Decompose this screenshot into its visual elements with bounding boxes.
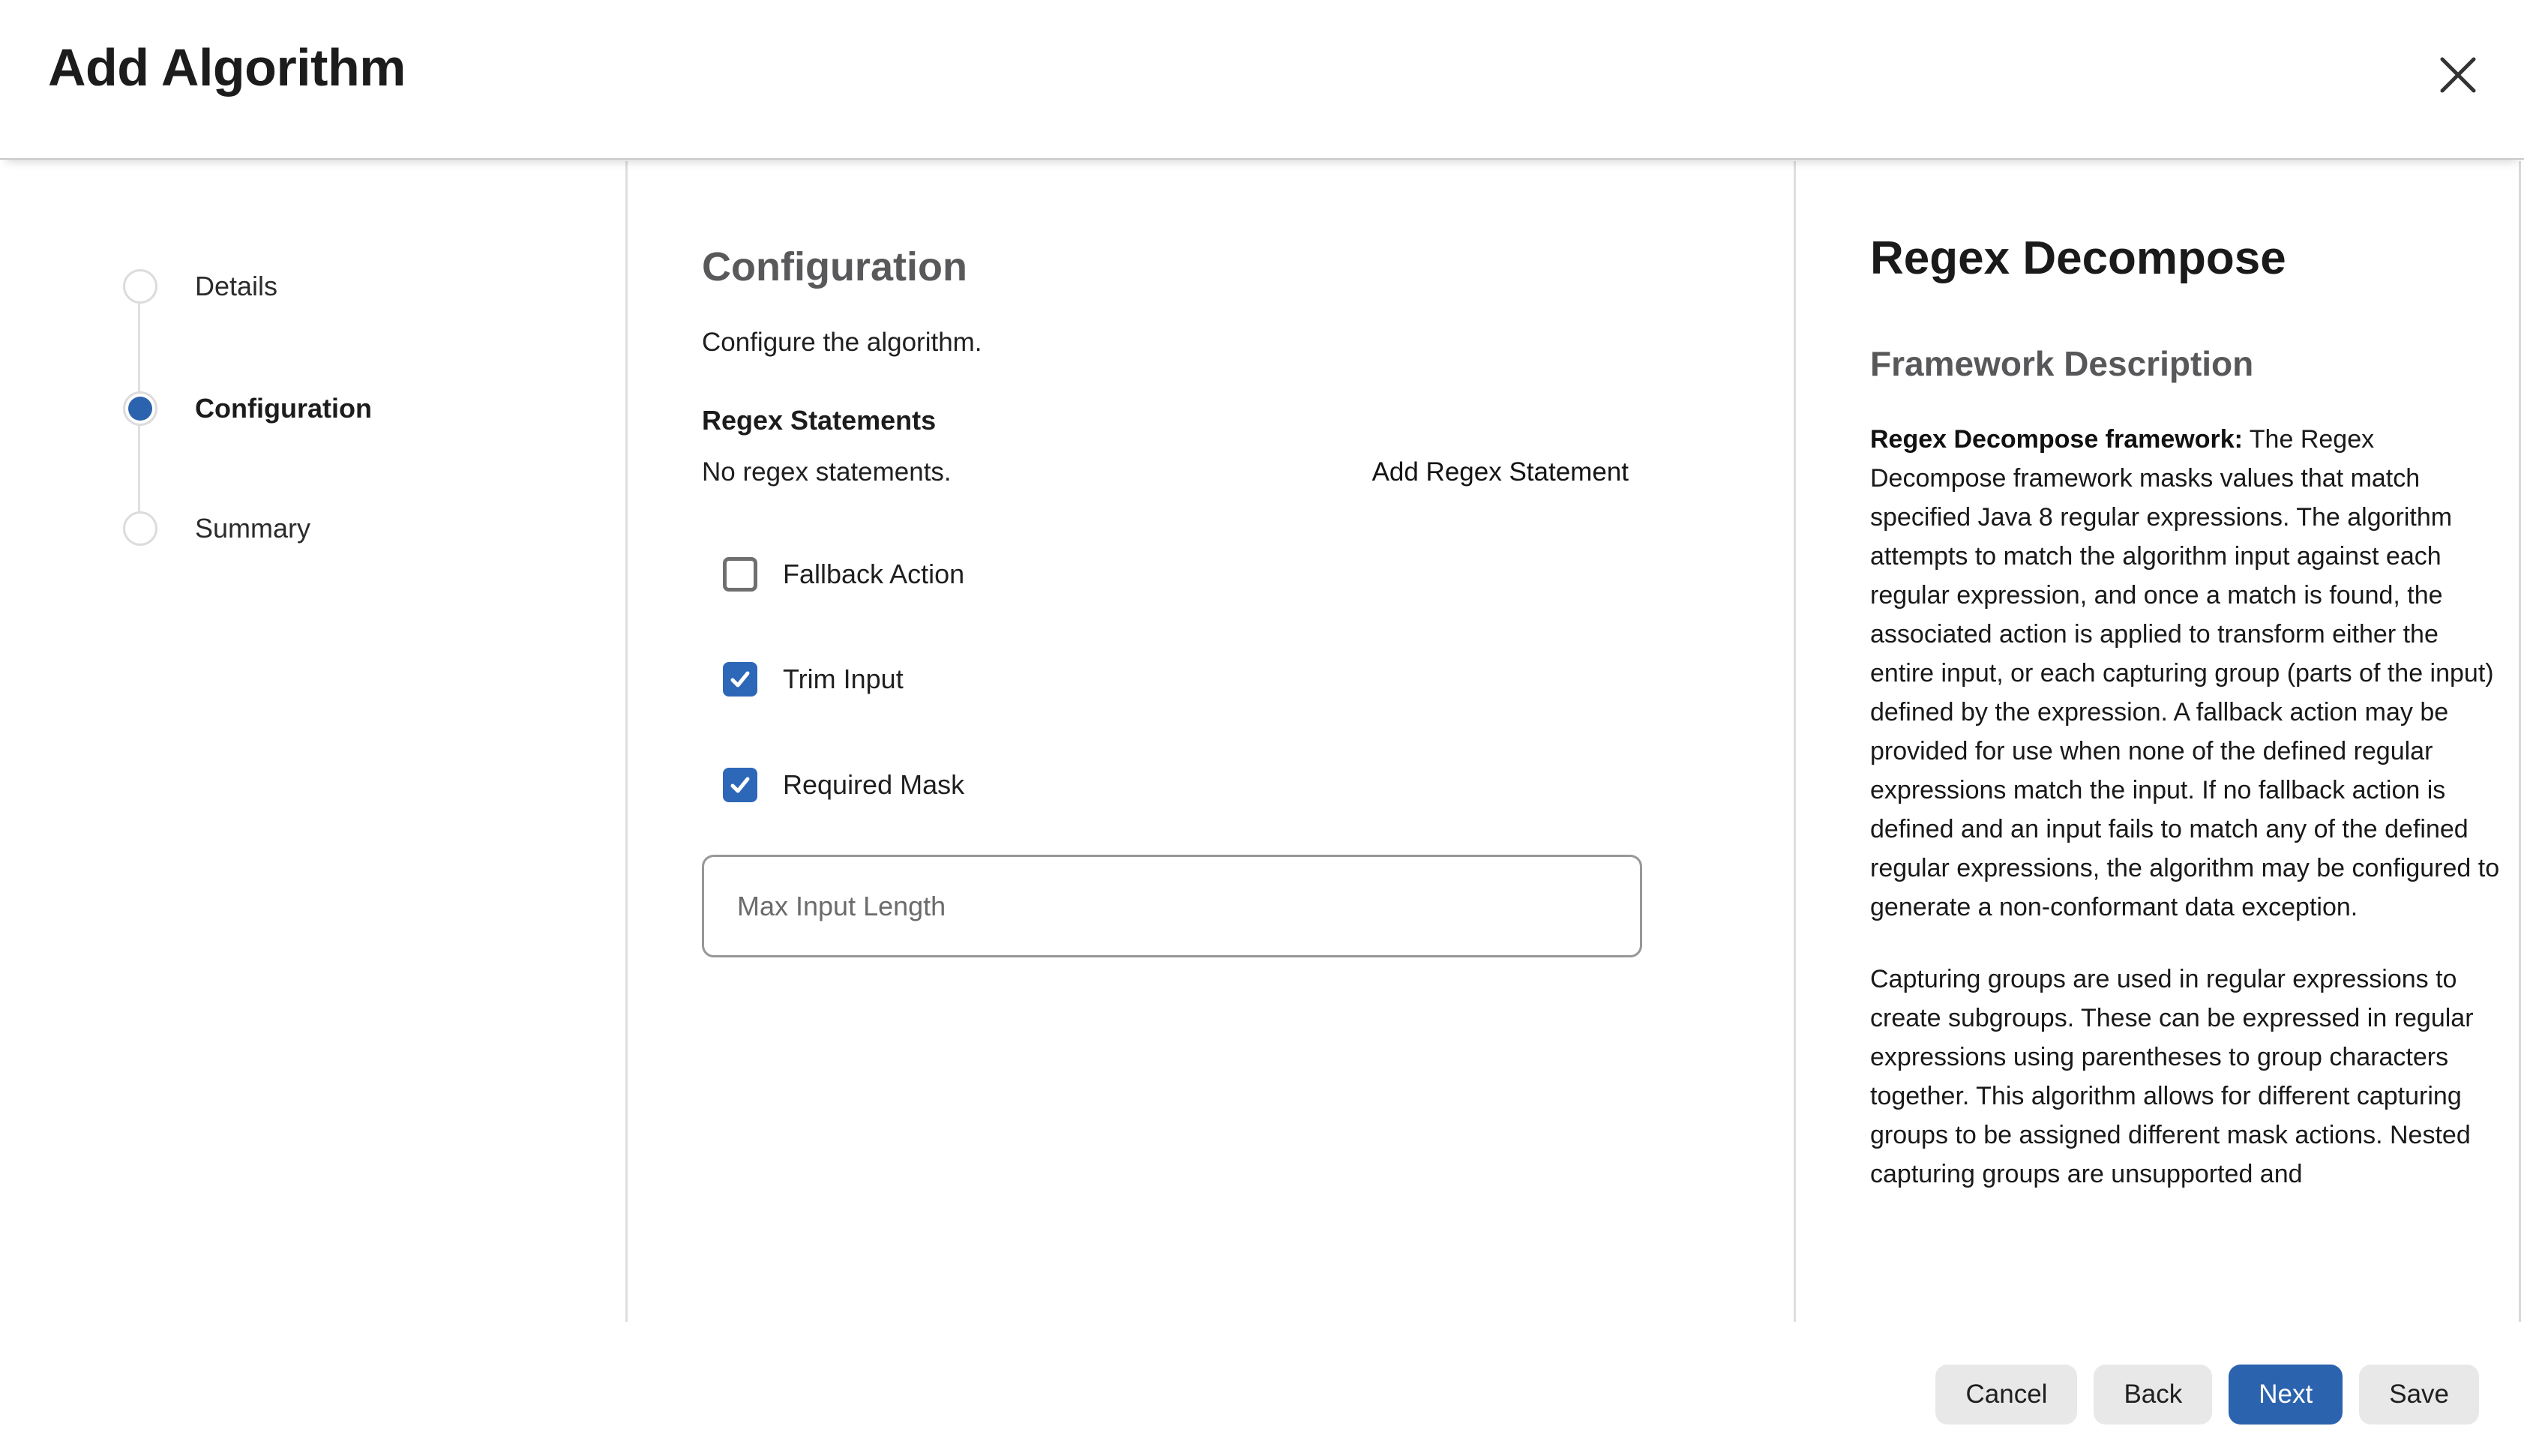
description-paragraph [1870, 960, 2500, 1194]
next-button[interactable]: Next [2229, 1365, 2343, 1425]
trim-input-row [723, 662, 904, 697]
framework-description-heading: Framework Description [1870, 344, 2254, 383]
required-mask-label: Required Mask [783, 769, 965, 800]
modal-footer [0, 1365, 2479, 1425]
cancel-button[interactable]: Cancel [1935, 1365, 2077, 1425]
required-mask-checkbox[interactable] [723, 768, 757, 802]
step-summary[interactable] [123, 508, 310, 550]
fallback-action-label: Fallback Action [783, 559, 965, 589]
right-column-divider [1794, 161, 1796, 1322]
back-button[interactable]: Back [2094, 1365, 2212, 1425]
page-title: Add Algorithm [48, 38, 406, 97]
step-label-details: Details [195, 271, 278, 301]
step-details[interactable] [123, 265, 277, 307]
max-input-length-input[interactable] [702, 855, 1642, 957]
check-icon [728, 667, 752, 691]
fallback-action-row [723, 557, 964, 592]
info-panel-title: Regex Decompose [1870, 232, 2286, 284]
step-dot-details [123, 269, 157, 304]
regex-statements-row [702, 457, 1642, 487]
configuration-heading: Configuration [702, 244, 967, 289]
trim-input-checkbox[interactable] [723, 662, 757, 697]
step-label-configuration: Configuration [195, 393, 372, 424]
check-icon [728, 773, 752, 797]
left-column-divider [625, 161, 628, 1322]
paragraph-text: The Regex Decompose framework masks values that match specified Java 8 regular expressions. The algorithm attempts to match the algorithm input against each regular expression, and once a match is found, the associated action is applied to transform either the entire input, or each capturing group (parts of the input) defined by the expression. A fallback action may be provided for use when none of the defined regular expressions match the input. If no fallback action is defined and an input fails to match any of the defined regular expressions, the algorithm may be configured to generate a non-conformant data exception. [1870, 425, 2500, 921]
step-dot-configuration [123, 391, 157, 426]
paragraph-lead: Regex Decompose framework: [1870, 425, 2243, 454]
add-regex-statement-button[interactable]: Add Regex Statement [1372, 457, 1642, 487]
regex-empty-text: No regex statements. [702, 457, 952, 487]
paragraph-text: Capturing groups are used in regular expressions to create subgroups. These can be expressed in regular expressions using parentheses to group characters together. This algorithm allows for different capturing groups to be assigned different mask actions. Nested capturing groups are unsupported and [1870, 965, 2474, 1188]
description-paragraph [1870, 420, 2500, 927]
regex-statements-label: Regex Statements [702, 405, 937, 436]
modal-header [0, 0, 2524, 160]
framework-description-body [1870, 420, 2500, 1194]
required-mask-row [723, 768, 964, 802]
step-dot-summary [123, 511, 157, 546]
close-icon [2439, 55, 2478, 94]
fallback-action-checkbox[interactable] [723, 557, 757, 592]
configuration-subtitle: Configure the algorithm. [702, 328, 982, 357]
step-configuration[interactable] [123, 388, 372, 430]
save-button[interactable]: Save [2359, 1365, 2479, 1425]
wizard-stepper [0, 161, 625, 1322]
close-button[interactable] [2428, 45, 2488, 105]
algorithm-info-panel [1870, 161, 2500, 1331]
step-label-summary: Summary [195, 513, 311, 544]
trim-input-label: Trim Input [783, 664, 904, 694]
scrollbar-track[interactable] [2519, 161, 2521, 1322]
